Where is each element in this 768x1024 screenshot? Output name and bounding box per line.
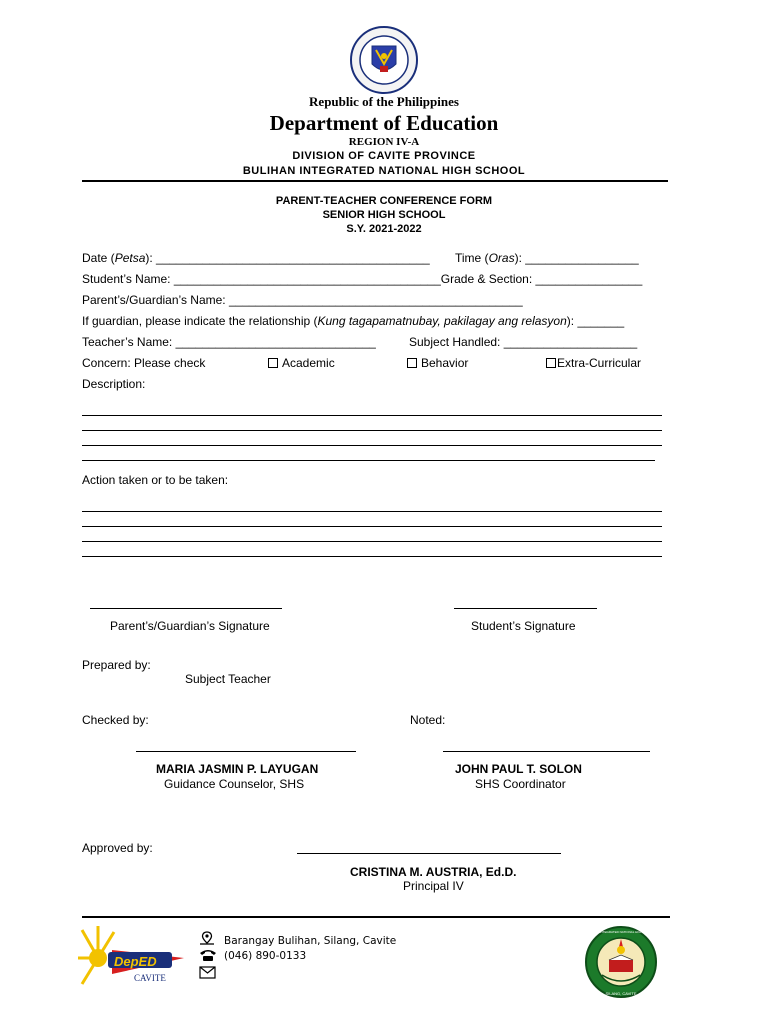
checked-by-label: Checked by: [82,713,149,727]
date-field[interactable] [82,251,430,265]
action-line[interactable] [82,510,662,512]
time-label: Time ( [455,251,489,265]
coordinator-signature-line[interactable] [443,750,650,752]
counselor-signature-line[interactable] [136,750,356,752]
counselor-title: Guidance Counselor, SHS [164,777,305,791]
concern-behavior-label: Behavior [421,356,469,370]
guardian-label-italic: Kung tagapamatnubay, pakilagay ang relasyon [317,314,567,328]
principal-name: CRISTINA M. AUSTRIA, Ed.D. [350,865,517,879]
approved-by-label: Approved by: [82,841,153,855]
time-label-italic: Oras [488,251,515,265]
subject-handled-field[interactable]: Subject Handled: ____________________ [409,335,638,349]
student-name-field[interactable]: Student’s Name: ________________________________________Grade & Section: ________________ [82,272,643,286]
counselor-name: MARIA JASMIN P. LAYUGAN [156,762,319,776]
student-signature-line[interactable] [454,607,597,609]
date-label-italic: Petsa [114,251,146,265]
guardian-relationship-field[interactable] [82,314,624,328]
teacher-name-field[interactable]: Teacher’s Name: ______________________________ [82,335,376,349]
header-divider [82,180,668,182]
school-seal-icon [584,925,658,999]
deped-cavite-logo-icon [78,926,188,988]
deped-logo-text: DepED [114,954,157,969]
checkbox-icon [546,358,556,368]
checkbox-icon [407,358,417,368]
action-line[interactable] [82,540,662,542]
form-title: PARENT-TEACHER CONFERENCE FORM [275,195,493,207]
coordinator-title: SHS Coordinator [475,777,566,791]
noted-label: Noted: [410,713,446,727]
parent-name-field[interactable]: Parent’s/Guardian’s Name: ____________________________________________ [82,293,523,307]
principal-signature-line[interactable] [297,852,561,854]
description-line[interactable] [82,459,655,461]
school-seal-text: BULIHAN INTEGRATED NATIONAL HIGH SCHOOL [585,930,657,934]
deped-logo-sub: CAVITE [134,973,166,983]
concern-academic-label: Academic [282,356,335,370]
republic-heading: Republic of the Philippines [309,94,459,109]
guardian-blank: ): _______ [566,314,625,328]
concern-behavior-checkbox[interactable] [407,356,468,370]
parent-signature-line[interactable] [90,607,282,609]
footer-phone: (046) 890-0133 [224,950,307,962]
date-blank: ): _________________________________________ [145,251,430,265]
action-label: Action taken or to be taken: [82,473,229,487]
footer-divider [82,916,670,918]
time-field[interactable] [455,251,639,265]
location-icon [199,931,215,945]
subject-teacher-label: Subject Teacher [185,672,271,686]
time-blank: ): _________________ [514,251,639,265]
email-icon [199,966,216,979]
department-heading: Department of Education [269,111,499,135]
action-line[interactable] [82,525,662,527]
principal-title: Principal IV [403,879,464,893]
concern-extracurricular-label: Extra-Curricular [557,356,642,370]
action-line[interactable] [82,555,662,557]
concern-extracurricular-checkbox[interactable] [546,356,641,370]
prepared-by-label: Prepared by: [82,658,151,672]
school-heading: BULIHAN INTEGRATED NATIONAL HIGH SCHOOL [242,165,526,177]
concern-label: Concern: Please check [82,356,206,370]
parent-signature-label: Parent’s/Guardian’s Signature [110,619,270,633]
school-seal-sub: SILANG, CAVITE [605,991,637,996]
description-label: Description: [82,377,146,391]
date-label: Date ( [82,251,115,265]
school-year: S.Y. 2021-2022 [346,223,422,235]
guardian-label: If guardian, please indicate the relationship ( [82,314,318,328]
concern-academic-checkbox[interactable] [268,356,335,370]
checkbox-icon [268,358,278,368]
form-subtitle: SENIOR HIGH SCHOOL [322,209,446,221]
description-line[interactable] [82,414,662,416]
description-line[interactable] [82,444,662,446]
student-signature-label: Student’s Signature [471,619,576,633]
division-heading: DIVISION OF CAVITE PROVINCE [292,150,476,162]
description-line[interactable] [82,429,662,431]
coordinator-name: JOHN PAUL T. SOLON [455,762,582,776]
footer-address: Barangay Bulihan, Silang, Cavite [224,935,397,947]
region-heading: REGION IV-A [348,136,420,148]
deped-seal-icon [346,26,422,94]
phone-icon [199,948,217,962]
